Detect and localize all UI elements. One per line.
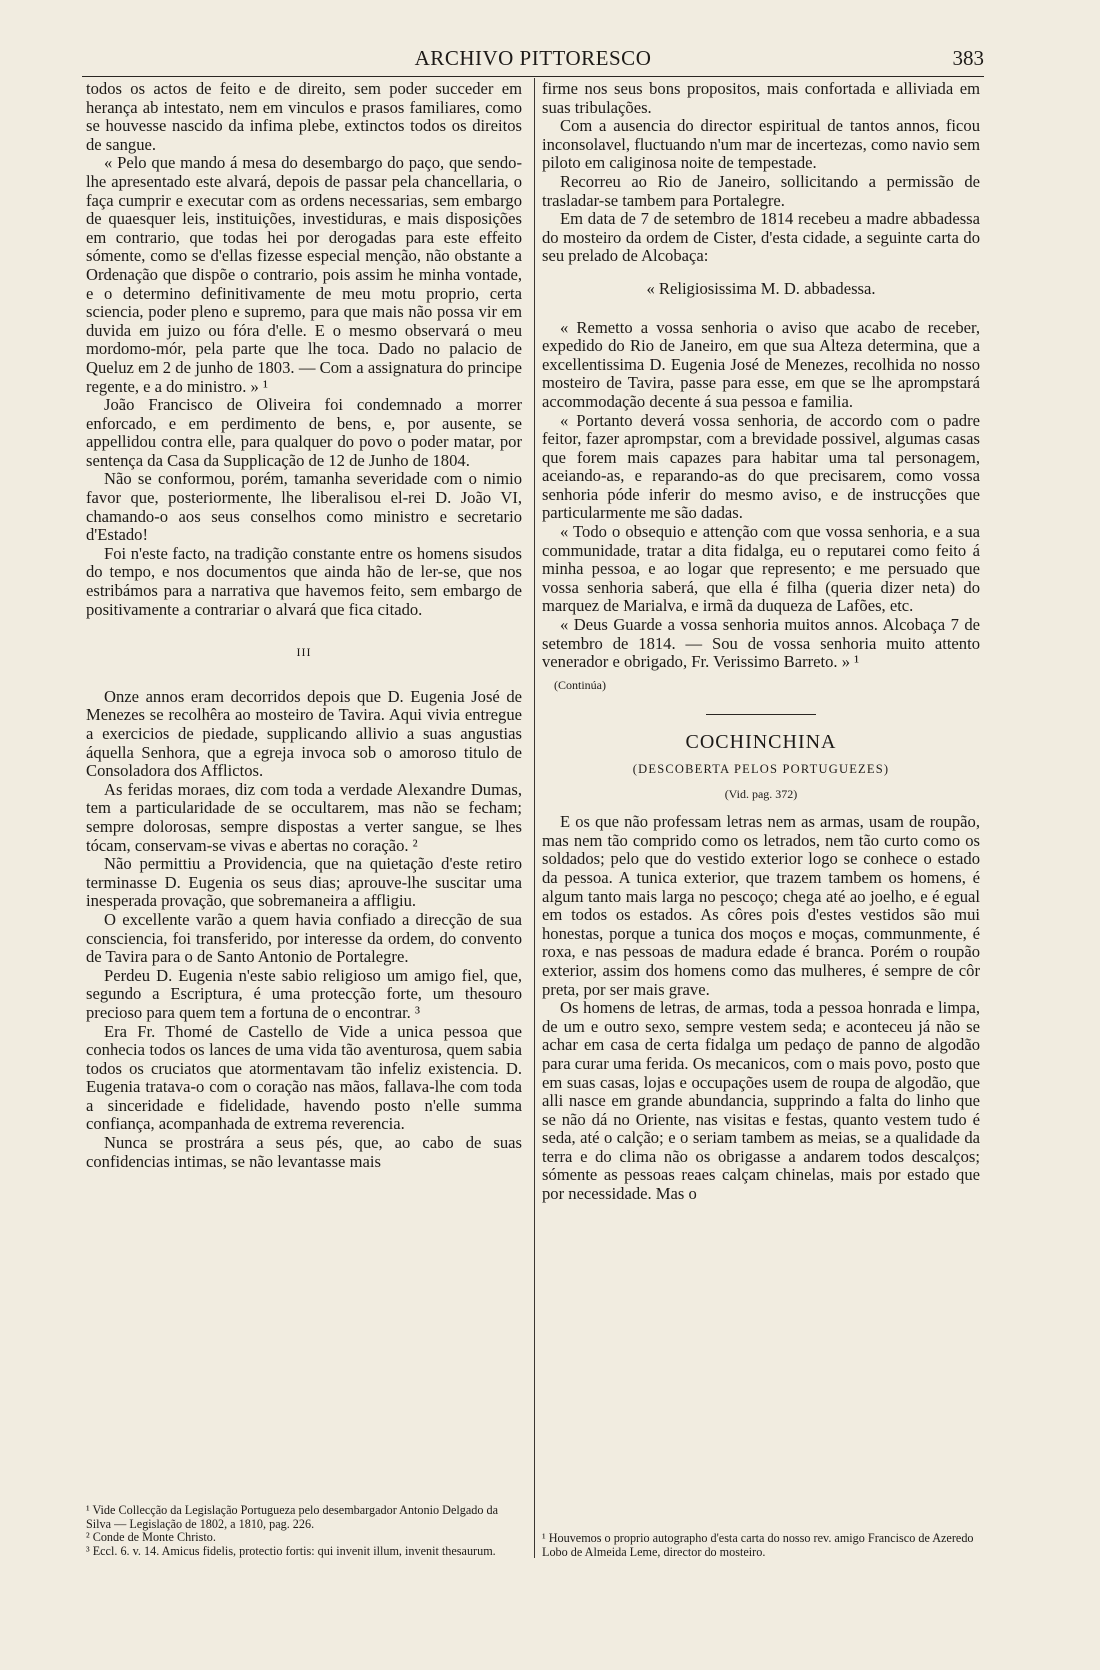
paragraph: firme nos seus bons propositos, mais confortada e alliviada em suas tribulações.	[542, 79, 980, 117]
paragraph: E os que não professam letras nem as armas, usam de roupão, mas nem tão comprido como os letrados, nem tão curto como os soldados; pelo que do vestido exterior logo se conhece o estado da pessoa. A tunica exterior, que trazem tambem os homens, é algum tanto mais larga no pescoço; chega até ao joelho, e é egual em todos os estados. As côres pois d'estes vestidos são mui honestas, porque a tunica dos moços e moças, communmente, é roxa, e nas pessoas de madura edade é branca. Porém o roupão exterior, assim dos homens como das mulheres, é sempre de côr preta, por ser mais grave.	[542, 812, 980, 999]
footnote: ¹ Houvemos o proprio autographo d'esta carta do nosso rev. amigo Francisco de Azeredo Lobo de Almeida Leme, director do mosteiro.	[542, 1531, 974, 1559]
paragraph: Nunca se prostrára a seus pés, que, ao cabo de suas confidencias intimas, se não levantasse mais	[86, 1133, 522, 1171]
page-number: 383	[952, 46, 984, 70]
paragraph: João Francisco de Oliveira foi condemnado a morrer enforcado, e em perdimento de bens, e, por ausente, se appellidou contra elle, para qualquer do povo o poder matar, por sentença da Casa da Supplicação de 12 de Junho de 1804.	[86, 395, 522, 470]
section-number: III	[296, 645, 312, 660]
page-header	[82, 42, 984, 77]
paragraph: Em data de 7 de setembro de 1814 recebeu a madre abbadessa do mosteiro da ordem de Cister, d'esta cidade, a seguinte carta do seu prelado de Alcobaça:	[542, 209, 980, 266]
paragraph: O excellente varão a quem havia confiado a direcção de sua consciencia, foi transferido, por interesse da ordem, do convento de Tavira para o de Santo Antonio de Portalegre.	[86, 909, 522, 967]
paragraph: Não permittiu a Providencia, que na quietação d'este retiro terminasse D. Eugenia os seus dias; aprouve-lhe suscitar uma inesperada provação, que sobremaneira a affligiu.	[86, 854, 522, 911]
letter-paragraph: « Deus Guarde a vossa senhoria muitos annos. Alcobaça 7 de setembro de 1814. — Sou de vossa senhoria muito attento venerador e obrigado, Fr. Verissimo Barreto. » ¹	[542, 615, 980, 672]
footnote: ¹ Vide Collecção da Legislação Portugueza pelo desembargador Antonio Delgado da Silva — Legislação de 1802, a 1810, pag. 226.	[86, 1503, 498, 1531]
article-divider	[706, 714, 816, 715]
continua-note: (Continúa)	[554, 677, 606, 692]
paragraph: Com a ausencia do director espiritual de tantos annos, ficou inconsolavel, fluctuando n'um mar de incertezas, como navio sem piloto em caliginosa noite de tempestade.	[542, 116, 980, 173]
footnote: ³ Eccl. 6. v. 14. Amicus fidelis, protectio fortis: qui invenit illum, invenit thesaurum.	[86, 1543, 496, 1558]
paragraph: todos os actos de feito e de direito, sem poder succeder em herança ab intestato, nem em vinculos e prasos familiares, como se houvesse nascido da infima plebe, extinctos todos os direitos de sangue.	[86, 79, 522, 154]
paragraph: As feridas moraes, diz com toda a verdade Alexandre Dumas, tem a particularidade de se occultarem, mas não se fecham; sempre dolorosas, sempre dispostas a verter sangue, se lhes tócam, conservam-se vivas e abertas no coração. ²	[86, 779, 522, 855]
left-footnotes	[86, 1504, 522, 1558]
letter-paragraph: « Remetto a vossa senhoria o aviso que acabo de receber, expedido do Rio de Janeiro, em que sua Alteza determina, que a excellentissima D. Eugenia José de Menezes, recolhida no nosso mosteiro de Tavira, passe para esse, em que se lhe aprompstará accommodação decente á sua pessoa e familia.	[542, 317, 980, 411]
paragraph: Foi n'este facto, na tradição constante entre os homens sisudos do tempo, e nos documentos que ainda hão de ler-se, que nos estribámos para a narrativa que havemos feito, sem embargo de positivamente a contrariar o alvará que fica citado.	[86, 543, 522, 619]
paragraph: Era Fr. Thomé de Castello de Vide a unica pessoa que conhecia todos os lances de uma vida tão aventurosa, quem sabia todos os cruciatos que atormentavam tão infeliz existencia. D. Eugenia tratava-o com o coração nas mãos, fallava-lhe com toda a sinceridade e fidelidade, havendo posto n'elle summa confiança, acompanhada de extrema reverencia.	[86, 1021, 522, 1134]
letter-paragraph: « Todo o obsequio e attenção com que vossa senhoria, e a sua communidade, tratar a dita fidalga, eu o reputarei como feito á minha pessoa, e ao logar que represento; e me persuado que vossa senhoria saberá, que ella é filha (queria dizer neta) do marquez de Marialva, e irmã da duqueza de Lafões, etc.	[542, 522, 980, 616]
article-subtitle: (DESCOBERTA PELOS PORTUGUEZES)	[632, 762, 890, 776]
letter-paragraph: « Portanto deverá vossa senhoria, de accordo com o padre feitor, fazer aprompstar, com a brevidade possivel, algumas casas que forem mais capazes para habitar uma tal personagem, aceiando-as, e reparando-as do que precisarem, como vossa senhoria póde inferir do mesmo aviso, e de instrucções que particularmente me são dadas.	[542, 410, 980, 523]
paragraph: Recorreu ao Rio de Janeiro, sollicitando a permissão de trasladar-se tambem para Portalegre.	[542, 171, 980, 210]
article-title: COCHINCHINA	[685, 731, 837, 754]
article-reference: (Vid. pag. 372)	[724, 786, 798, 801]
publication-title: ARCHIVO PITTORESCO	[414, 46, 652, 70]
footnote: ² Conde de Monte Christo.	[86, 1530, 216, 1545]
left-column	[86, 80, 522, 1171]
right-footnotes	[542, 1532, 980, 1559]
paragraph: Os homens de letras, de armas, toda a pessoa honrada e limpa, de um e outro sexo, sempre vestem seda; e aconteceu já não se achar em casa de certa fidalga um pedaço de panno de algodão para curar uma ferida. Os mecanicos, com o mais povo, posto que em suas casas, lojas e occupações usem de roupa de algodão, que alli nasce em grande abundancia, supprindo a falta do linho que se não dá no Oriente, nas visitas e festas, quanto vestem tudo é seda, até o calção; e o seriam tambem as meias, se a qualidade da terra e do clima não os obrigasse a andarem todos descalços; sómente as pessoas reaes calçam chinelas, mais por estado que por necessidade. Mas o	[542, 998, 980, 1204]
paragraph: « Pelo que mando á mesa do desembargo do paço, que sendo-lhe apresentado este alvará, depois de passar pela chancellaria, o faça cumprir e executar com as ordens necessarias, sem embargo de quaesquer leis, instituições, investiduras, e mais disposições em contrario, que todas hei por derogadas para este effeito sómente, como se d'ellas fizesse especial menção, não obstante a Ordenação que dispõe o contrario, pois assim he minha vontade, e o determino definitivamente de meu motu proprio, certa sciencia, poder pleno e supremo, para que mais não possa vir em duvida em juizo ou fóra d'elle. E o mesmo observará o meu mordomo-mór, pela parte que lhe toca. Dado no palacio de Queluz em 2 de junho de 1803. — Com a assignatura do principe regente, e a do ministro. » ¹	[86, 153, 522, 396]
right-column	[542, 80, 980, 1204]
paragraph: Perdeu D. Eugenia n'este sabio religioso um amigo fiel, que, segundo a Escriptura, é uma protecção forte, um thesouro precioso para quem tem a fortuna de o encontrar. ³	[86, 965, 522, 1022]
paragraph: Onze annos eram decorridos depois que D. Eugenia José de Menezes se recolhêra ao mosteiro de Tavira. Aqui vivia entregue a exercicios de piedade, supplicando allivio a suas angustias áquella Senhora, que a egreja invoca sob o amoroso titulo de Consoladora dos Afflictos.	[86, 686, 522, 781]
paragraph: Não se conformou, porém, tamanha severidade com o nimio favor que, posteriormente, lhe liberalisou el-rei D. João VI, chamando-o aos seus conselhos como ministro e secretario d'Estado!	[86, 469, 522, 545]
letter-salutation: « Religiosissima M. D. abbadessa.	[646, 278, 876, 298]
column-divider	[534, 78, 535, 1558]
